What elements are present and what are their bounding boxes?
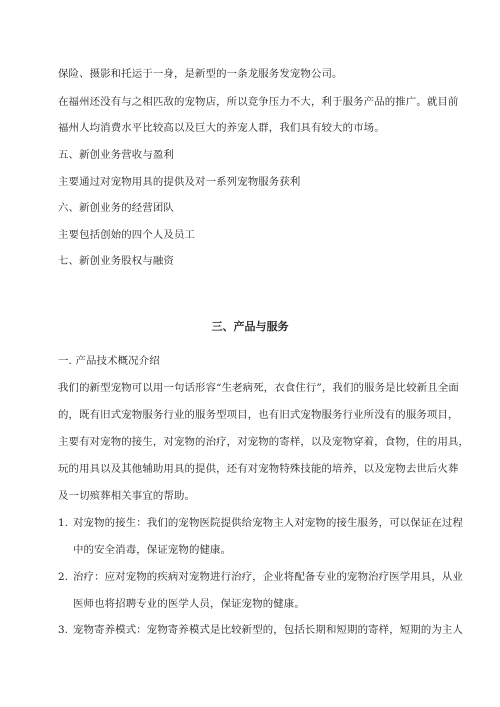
para1-line1: 保险、摄影和托运于一身，是新型的一条龙服务发宠物公司。	[58, 68, 343, 80]
section6-heading: 六、新创业务的经营团队	[58, 202, 174, 214]
list-item-line1: 治疗：应对宠物的疾病对宠物进行治疗，企业将配备专业的宠物治疗医学用具，从业	[73, 571, 463, 583]
list-item-line1: 宠物寄养模式：宠物寄养模式是比较新型的，包括长期和短期的寄样，短期的为主人	[73, 624, 463, 636]
list-item-number: 3.	[58, 624, 68, 636]
section5-heading: 五、新创业务营收与盈利	[58, 149, 174, 161]
subsection-heading: 一. 产品技术概况介绍	[58, 355, 160, 367]
list-item-line2: 中的安全消毒，保证宠物的健康。	[73, 544, 232, 556]
list-item-line1: 对宠物的接生：我们的宠物医院提供给宠物主人对宠物的接生服务，可以保证在过程	[73, 517, 463, 529]
chapter-title: 三、产品与服务	[211, 320, 289, 333]
body-line-1: 我们的新型宠物可以用一句话形容“生老病死，衣食住行”，我们的服务是比较新且全面	[58, 382, 459, 394]
para2-line2: 福州人均消费水平比较高以及巨大的养宠人群，我们具有较大的市场。	[58, 122, 385, 134]
body-line-5: 及一切殡葬相关事宜的帮助。	[58, 490, 196, 502]
section7-heading: 七、新创业务股权与融资	[58, 255, 174, 267]
list-item-number: 2.	[58, 571, 68, 583]
body-line-2: 的，既有旧式宠物服务行业的服务型项目，也有旧式宠物服务行业所没有的服务项目，	[58, 409, 459, 421]
para2-line1: 在福州还没有与之相匹敌的宠物店，所以竞争压力不大，利于服务产品的推广。就目前	[58, 96, 459, 108]
section6-body: 主要包括创始的四个人及员工	[58, 229, 196, 241]
body-line-4: 玩的用具以及其他辅助用具的提供，还有对宠物特殊技能的培养，以及宠物去世后火葬	[58, 463, 459, 475]
list-item-line2: 医师也将招聘专业的医学人员，保证宠物的健康。	[73, 598, 305, 610]
section5-body: 主要通过对宠物用具的提供及对一系列宠物服务获利	[58, 176, 301, 188]
list-item-number: 1.	[58, 517, 68, 529]
body-line-3: 主要有对宠物的接生，对宠物的治疗，对宠物的寄样，以及宠物穿着，食物，住的用具，	[58, 436, 470, 448]
